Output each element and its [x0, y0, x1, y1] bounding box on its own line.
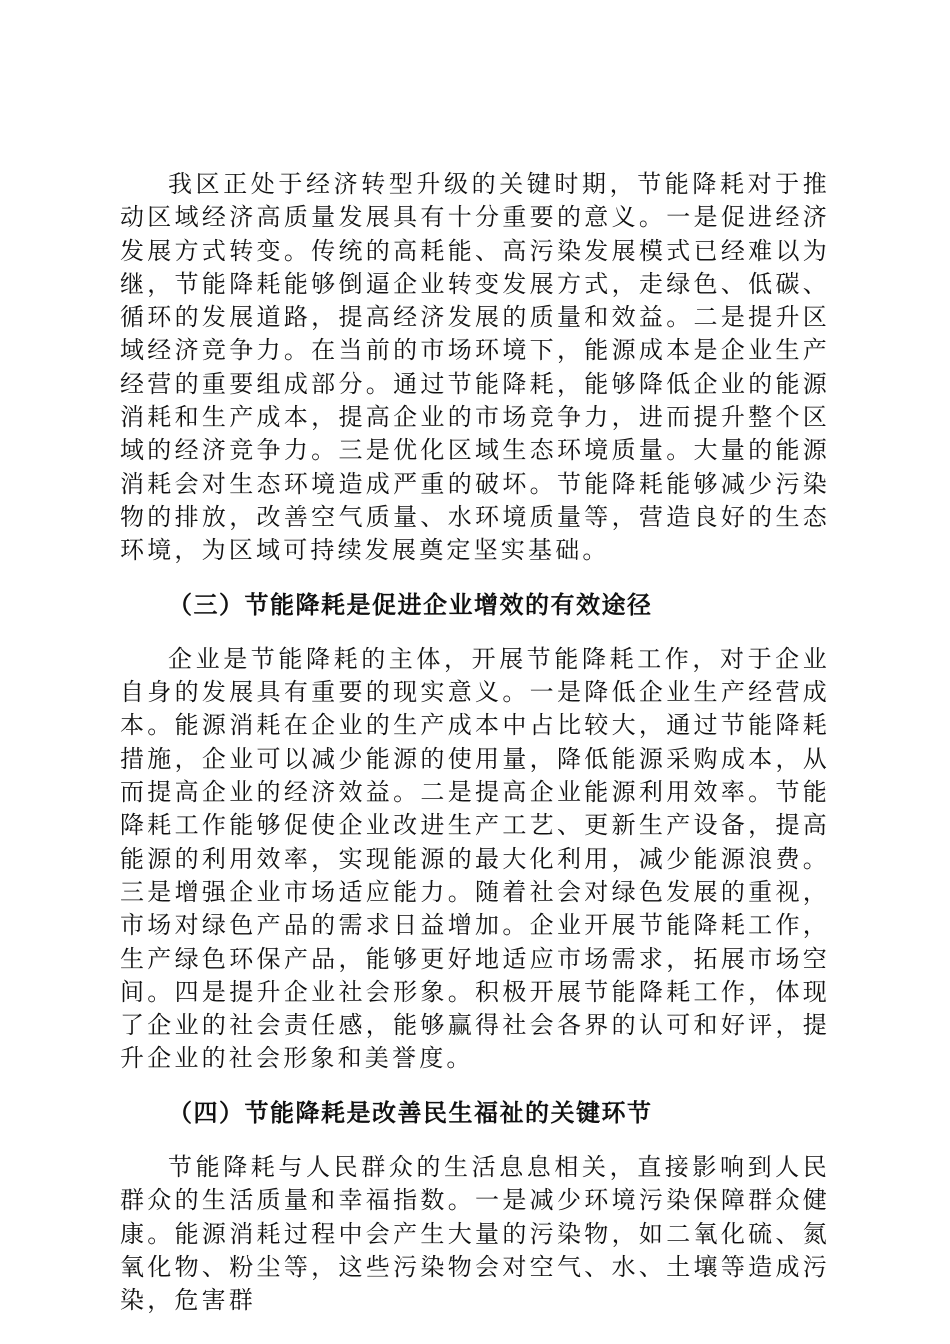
paragraph-public-welfare: 节能降耗与人民群众的生活息息相关，直接影响到人民群众的生活质量和幸福指数。一是减少环境污染保障群众健康。能源消耗过程中会产生大量的污染物，如二氧化硫、氮氧化物、粉尘等，这些污染物会对空气、水、土壤等造成污染，危害群	[120, 1153, 830, 1315]
document-body	[120, 168, 830, 1318]
section-heading-3: （三）节能降耗是促进企业增效的有效途径	[168, 590, 653, 619]
paragraph-enterprise-efficiency: 企业是节能降耗的主体，开展节能降耗工作，对于企业自身的发展具有重要的现实意义。一是降低企业生产经营成本。能源消耗在企业的生产成本中占比较大，通过节能降耗措施，企业可以减少能源的使用量，降低能源采购成本，从而提高企业的经济效益。二是提高企业能源利用效率。节能降耗工作能够促使企业改进生产工艺、更新生产设备，提高能源的利用效率，实现能源的最大化利用，减少能源浪费。三是增强企业市场适应能力。随着社会对绿色发展的重视，市场对绿色产品的需求日益增加。企业开展节能降耗工作，生产绿色环保产品，能够更好地适应市场需求，拓展市场空间。四是提升企业社会形象。积极开展节能降耗工作，体现了企业的社会责任感，能够赢得社会各界的认可和好评，提升企业的社会形象和美誉度。	[120, 644, 830, 1073]
section-heading-4: （四）节能降耗是改善民生福祉的关键环节	[168, 1098, 653, 1127]
paragraph-regional-economy: 我区正处于经济转型升级的关键时期，节能降耗对于推动区域经济高质量发展具有十分重要的意义。一是促进经济发展方式转变。传统的高耗能、高污染发展模式已经难以为继，节能降耗能够倒逼企业转变发展方式，走绿色、低碳、循环的发展道路，提高经济发展的质量和效益。二是提升区域经济竞争力。在当前的市场环境下，能源成本是企业生产经营的重要组成部分。通过节能降耗，能够降低企业的能源消耗和生产成本，提高企业的市场竞争力，进而提升整个区域的经济竞争力。三是优化区域生态环境质量。大量的能源消耗会对生态环境造成严重的破坏。节能降耗能够减少污染物的排放，改善空气质量、水环境质量等，营造良好的生态环境，为区域可持续发展奠定坚实基础。	[120, 170, 830, 565]
